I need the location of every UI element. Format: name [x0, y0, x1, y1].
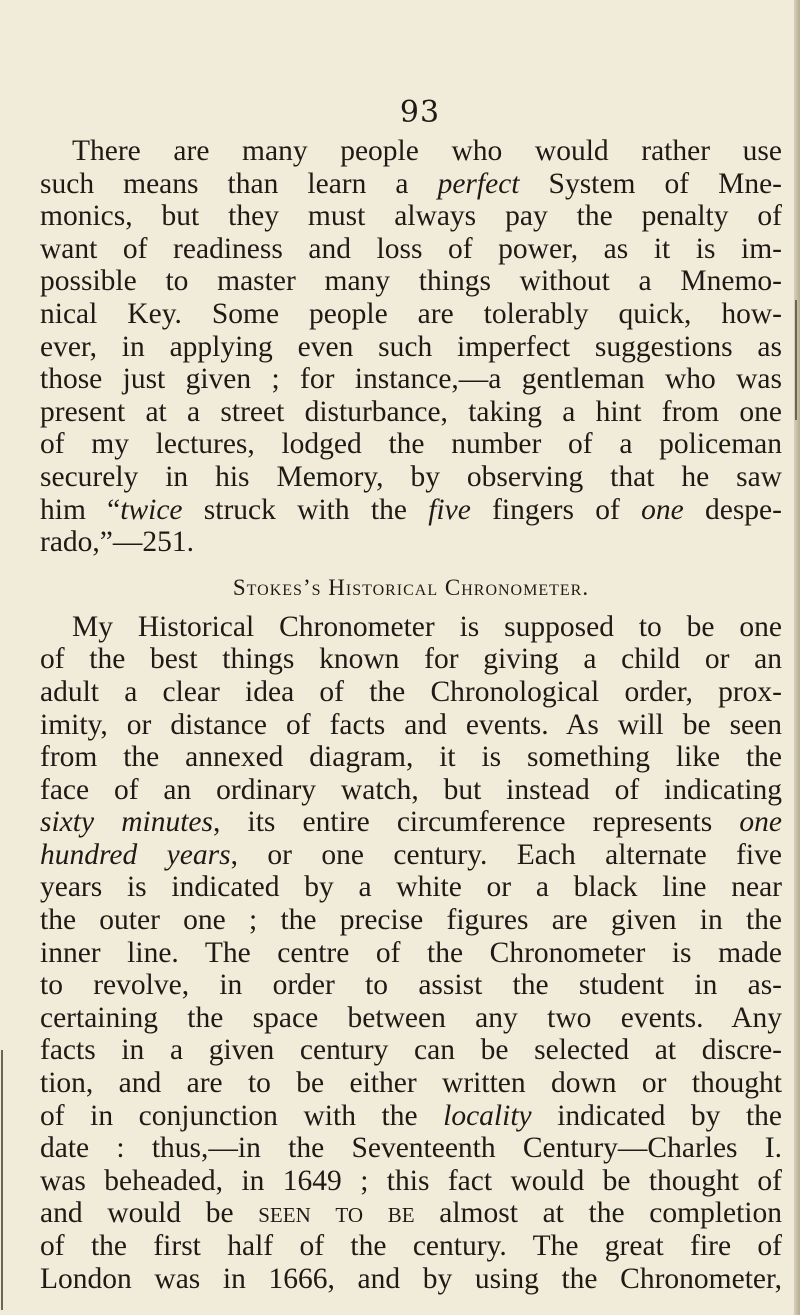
text-line: possible to master many things without a Mnemo-: [40, 265, 782, 298]
text-fragment: indicated by the: [531, 1099, 782, 1132]
text-fragment: almost at the completion: [414, 1197, 783, 1230]
text-fragment: him “: [40, 493, 121, 526]
page-number: 93: [399, 95, 441, 130]
text-line: the outer one ; the precise figures are given in the: [40, 904, 782, 937]
text-line: of my lectures, lodged the number of a policeman: [40, 428, 782, 461]
italic-text: hundred years: [40, 838, 231, 871]
text-line: was beheaded, in 1649 ; this fact would be thought of: [40, 1164, 782, 1197]
text-line: certaining the space between any two events. Any: [40, 1001, 782, 1034]
text-fragment: struck with the: [182, 493, 429, 526]
text-line: to revolve, in order to assist the student in as-: [40, 969, 782, 1002]
text-line: inner line. The centre of the Chronometer is made: [40, 936, 782, 969]
italic-text: five: [428, 493, 471, 526]
text-line: face of an ordinary watch, but instead of indicating: [40, 773, 782, 806]
text-fragment: System of Mne-: [519, 167, 783, 200]
text-fragment: and would be: [40, 1197, 259, 1230]
italic-text: one: [739, 806, 782, 839]
italic-text: one: [641, 493, 684, 526]
italic-text: twice: [120, 493, 183, 526]
small-caps-text: seen to be: [258, 1197, 415, 1230]
text-line: adult a clear idea of the Chronological order, prox-: [40, 675, 782, 708]
italic-text: locality: [443, 1099, 532, 1132]
text-line: those just given ; for instance,—a gentleman who was: [40, 363, 782, 396]
page-edge: [794, 0, 800, 1315]
text-line: securely in his Memory, by observing that he saw: [40, 460, 782, 493]
text-fragment: , its entire circumference represents: [212, 806, 740, 839]
italic-text: sixty minutes: [40, 806, 213, 839]
text-line: date : thus,—in the Seventeenth Century—Charles I.: [40, 1132, 782, 1165]
text-block: [40, 135, 782, 1295]
text-fragment: fingers of: [470, 493, 642, 526]
text-line: ever, in applying even such imperfect suggestions as: [40, 330, 782, 363]
text-fragment: despe-: [683, 493, 782, 526]
section-heading: Stokes’s Historical Chronometer.: [232, 574, 590, 600]
text-line: present at a street disturbance, taking a hint from one: [40, 395, 782, 428]
text-line: tion, and are to be either written down or thought: [40, 1067, 782, 1100]
text-line: rado,”—251.: [40, 526, 195, 559]
text-line: London was in 1666, and by using the Chronometer,: [40, 1262, 782, 1295]
italic-text: perfect: [437, 167, 520, 200]
text-line: [40, 839, 782, 872]
text-line: [40, 1100, 782, 1133]
text-line: [40, 168, 782, 201]
page-edge-mark: [1, 1050, 3, 1310]
text-line: [40, 1197, 782, 1230]
text-line: [40, 806, 782, 839]
text-line: want of readiness and loss of power, as it is im-: [40, 232, 782, 265]
text-line: imity, or distance of facts and events. As will be seen: [40, 708, 782, 741]
text-line: years is indicated by a white or a black line near: [40, 871, 782, 904]
page-edge-mark: [795, 300, 797, 420]
text-line: nical Key. Some people are tolerably quick, how-: [40, 297, 782, 330]
text-line: of the first half of the century. The great fire of: [40, 1230, 782, 1262]
text-line: [40, 494, 782, 527]
text-line: There are many people who would rather use: [72, 135, 782, 167]
text-line: monics, but they must always pay the penalty of: [40, 200, 782, 233]
text-line: My Historical Chronometer is supposed to be one: [72, 610, 782, 643]
text-line: facts in a given century can be selected at discre-: [40, 1034, 782, 1067]
text-line: from the annexed diagram, it is something like the: [40, 741, 782, 774]
text-fragment: such means than learn a: [40, 167, 438, 200]
text-fragment: of in conjunction with the: [40, 1099, 444, 1132]
text-fragment: , or one century. Each alternate five: [230, 838, 782, 871]
text-line: of the best things known for giving a child or an: [40, 643, 782, 676]
